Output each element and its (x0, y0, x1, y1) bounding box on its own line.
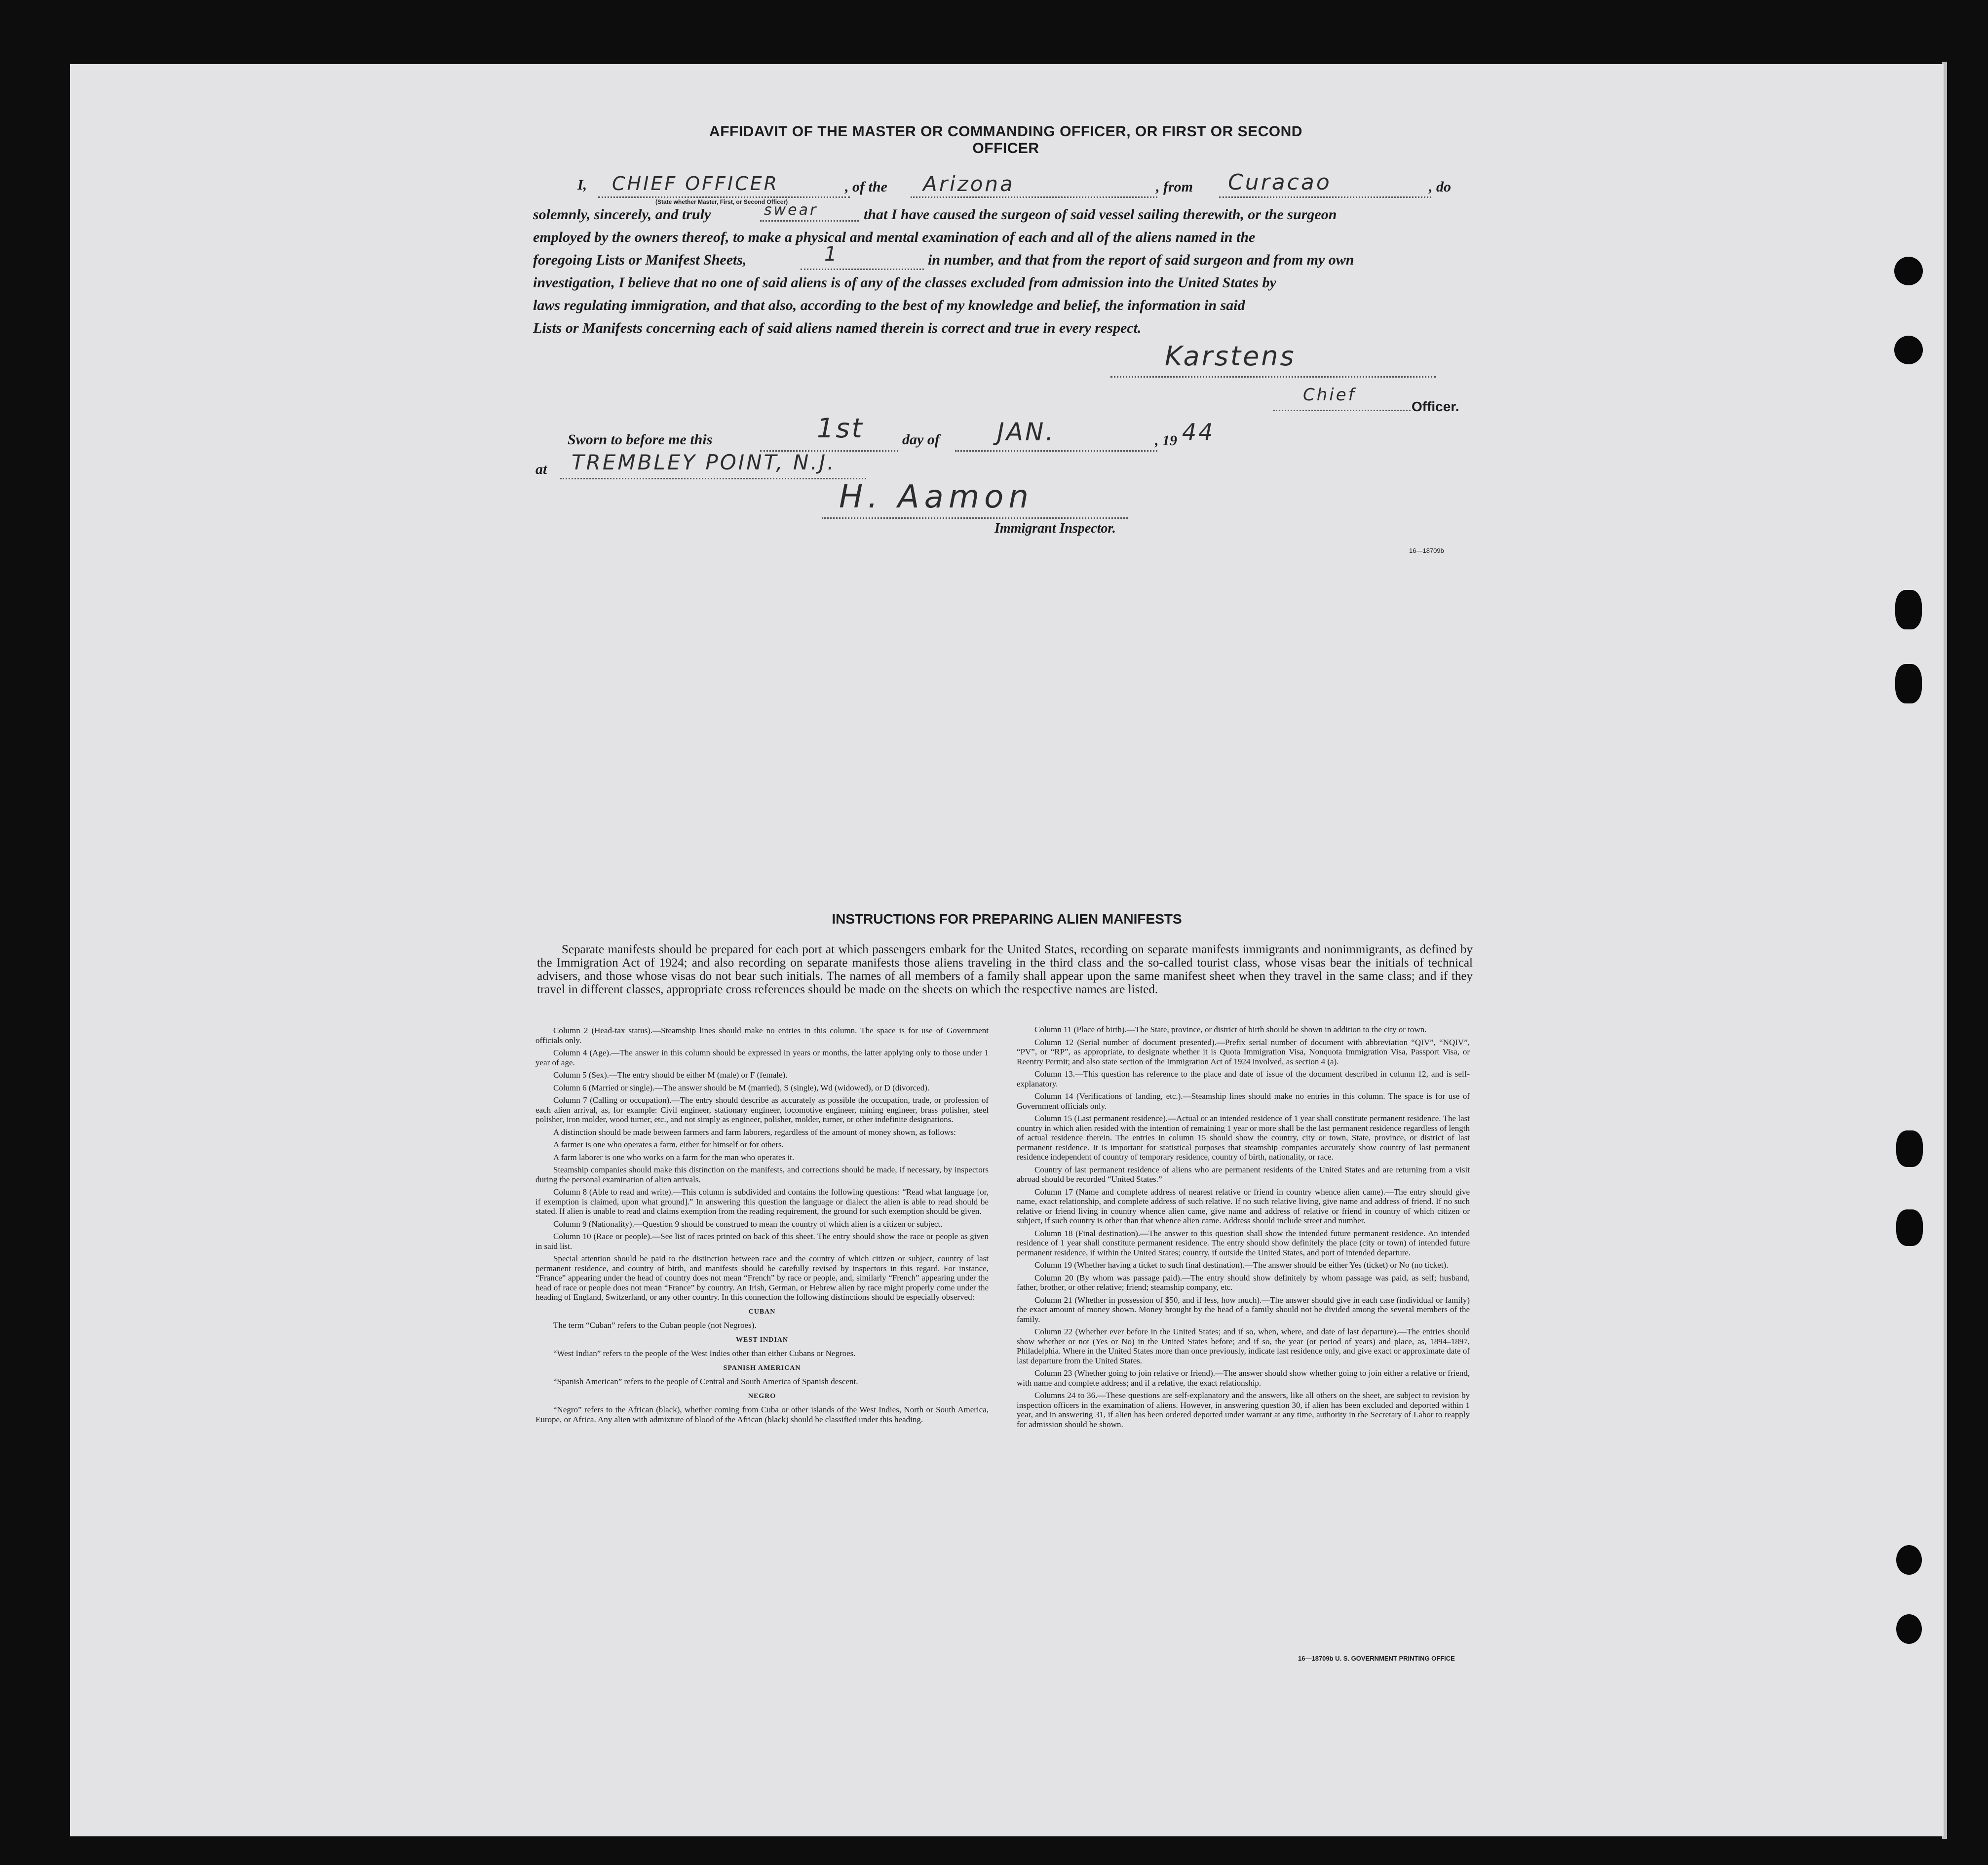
left-paragraph: Column 4 (Age).—The answer in this column should be expressed in years or months, the latter applying only to those under 1 year of age. (535, 1048, 989, 1067)
inspector-line (822, 517, 1128, 519)
line7: Lists or Manifests concerning each of said aliens named therein is correct and true in every respect. (533, 320, 1142, 336)
affidavit-title: AFFIDAVIT OF THE MASTER OR COMMANDING OFFICER, OR FIRST OR SECOND OFFICER (709, 123, 1302, 156)
right-paragraph: Column 17 (Name and complete address of nearest relative or friend in country whence alien came).—The entry should give name, exact relationship, and complete address of such relative. If no such relative living, give name and address of friend. If no such relative or friend living in country whence alien came, give name and address of relative or friend in country of which citizen or subject, if such country is other than that whence alien came. Address should include street and number. (1017, 1187, 1470, 1225)
left-paragraph: A farmer is one who operates a farm, either for himself or for others. (553, 1140, 784, 1149)
officer-signature: Karstens (1165, 341, 1296, 372)
i-label: I, (577, 177, 587, 193)
inspector-label: Immigrant Inspector. (994, 521, 1116, 536)
right-paragraph: Column 21 (Whether in possession of $50, and if less, how much).—The answer should give in each case (individual or family) the exact amount of money shown. Money brought by the head of a family should not be divided among the several members of the family. (1017, 1295, 1470, 1324)
officer-line (598, 196, 850, 198)
vessel-value: Arizona (923, 172, 1015, 196)
right-paragraph: Column 18 (Final destination).—The answer to this question shall show the intended future permanent residence. An intended residence of 1 year shall constitute permanent residence. The entry should show definitely the place (city or town) of intended future permanent residence, if within the United States; country, if outside the United States, and port of intended departure. (1017, 1228, 1470, 1257)
port-value: Curacao (1228, 170, 1332, 195)
negro-heading: NEGRO (748, 1392, 776, 1400)
sworn-label: Sworn to before me this (568, 431, 713, 448)
right-paragraph: Columns 24 to 36.—These questions are self-explanatory and the answers, like all others on the sheet, are subject to revision by inspection officers in the examination of aliens. However, in answering question 30, if alien has been excluded and deported within 1 year, and in answering 31, if alien has been ordered deported under warrant at any time, authority in the Secretary of Labor to reapply for admission should be shown. (1017, 1391, 1470, 1429)
signature-line (1110, 376, 1436, 378)
punch-hole (1896, 1545, 1922, 1575)
sheets-value: 1 (824, 243, 839, 266)
spanish-american-text: “Spanish American” refers to the people of Central and South America of Spanish descent. (553, 1377, 858, 1386)
rank-line (1273, 410, 1411, 411)
left-paragraph: Column 8 (Able to read and write).—This column is subdivided and contains the following questions: “Read what language [or, if exemption is claimed, upon what ground].” In answering this question the language or dialect the alien is able to read should be stated. If alien is unable to read and claims exemption from the reading requirement, the ground for such exemption should be given. (535, 1187, 989, 1216)
state-note: (State whether Master, First, or Second Officer) (655, 198, 788, 205)
swear-value: swear (764, 201, 818, 219)
right-paragraph: Column 22 (Whether ever before in the United States; and if so, when, where, and date of last departure).—The entries should show whether or not (Yes or No) in the United States before; and if so, the year (or period of years) and place, as, 1894–1897, Philadelphia. Where in the United States more than once previously, indicate last residence only, and give exact or approximate date of last departure from the United States. (1017, 1327, 1470, 1365)
punch-hole (1894, 336, 1923, 364)
line3: employed by the owners thereof, to make a physical and mental examination of each and all of the aliens named in the (533, 229, 1256, 245)
inspector-signature: H. Aamon (839, 479, 1033, 515)
officer-value: CHIEF OFFICER (612, 173, 779, 194)
do-label: , do (1429, 179, 1451, 195)
west-indian-text: “West Indian” refers to the people of the West Indies other than either Cubans or Negroes. (553, 1349, 856, 1358)
left-paragraph: Column 6 (Married or single).—The answer should be M (married), S (single), Wd (widowed), or D (divorced). (553, 1083, 930, 1092)
spanish-american-heading: SPANISH AMERICAN (723, 1364, 801, 1372)
instructions-left-column (535, 1026, 989, 1427)
right-paragraph: Column 11 (Place of birth).—The State, province, or district of birth should be shown in addition to the city or town. (1034, 1025, 1427, 1034)
left-paragraph: Column 2 (Head-tax status).—Steamship lines should make no entries in this column. The space is for use of Government officials only. (535, 1026, 989, 1045)
swear-line (760, 220, 859, 222)
rank-value: Chief (1303, 385, 1356, 405)
form-number: 16—18709b (1409, 547, 1444, 554)
left-paragraph: A farm laborer is one who works on a farm for the man who operates it. (553, 1152, 795, 1162)
place-line (560, 478, 866, 479)
left-paragraph: Column 10 (Race or people).—See list of races printed on back of this sheet. The entry should show the race or people as given in said list. (535, 1232, 989, 1251)
punch-hole (1895, 590, 1922, 629)
punch-hole (1896, 1614, 1922, 1644)
sheets-line (801, 269, 924, 270)
line6: laws regulating immigration, and that also, according to the best of my knowledge and belief, the information in said (533, 297, 1245, 313)
right-paragraph: Column 23 (Whether going to join relative or friend).—The answer should show whether going to join either a relative or friend, with name and complete address; and if a relative, the exact relationship. (1017, 1368, 1470, 1388)
vessel-line (911, 196, 1157, 198)
intro-text: Separate manifests should be prepared for each port at which passengers embark for the United States, recording on separate manifests immigrants and nonimmigrants, as defined by the Immigration Act of 1924; and also recording on separate manifests those aliens traveling in the third class and the so-called tourist class, whose visas bear the initials of technical advisers, and those whose visas do not bear such initials. The names of all members of a family shall appear upon the same manifest sheet when they travel in the same class; and if they travel in different classes, appropriate cross references should be made on the sheets on which the respective names are listed. (537, 943, 1473, 996)
left-paragraph: Steamship companies should make this distinction on the manifests, and corrections should be made, if necessary, by inspectors during the personal examination of alien arrivals. (535, 1165, 989, 1184)
year-prefix: , 19 (1155, 432, 1177, 449)
punch-hole (1895, 664, 1922, 703)
left-paragraph: Column 5 (Sex).—The entry should be either M (male) or F (female). (553, 1070, 788, 1080)
instructions-intro (537, 943, 1473, 996)
of-the-label: , of the (845, 179, 887, 195)
cuban-text: The term “Cuban” refers to the Cuban people (not Negroes). (553, 1321, 757, 1330)
right-paragraph: Country of last permanent residence of aliens who are permanent residents of the United States and are returning from a visit abroad should be recorded “United States.” (1017, 1165, 1470, 1184)
west-indian-heading: WEST INDIAN (735, 1336, 789, 1344)
year-value: 44 (1182, 419, 1215, 445)
officer-label: Officer. (1412, 399, 1459, 414)
right-paragraph: Column 12 (Serial number of document presented).—Prefix serial number of document with abbreviation “QIV”, “NQIV”, “PV”, or “RP”, as appropriate, to designate whether it is Quota Immigration Visa, Nonquota Immigration Visa, Passport Visa, or Reentry Permit; and also state section of the Immigration Act of 1924 involved, as section 4 (a). (1017, 1037, 1470, 1066)
left-paragraph: Special attention should be paid to the distinction between race and the country of which citizen or subject, country of last permanent residence, and country of birth, and manifests should be carefully revised by inspectors in this regard. For instance, “France” appearing under the head of country does not mean “French” by race or people, and, similarly “French” appearing under the head of race or people does not mean “France” by country. An Irish, German, or Hebrew alien by race might properly come under the heading of England, Switzerland, or any other country. In this connection the following distinctions should be especially observed: (535, 1254, 989, 1302)
left-paragraph: A distinction should be made between farmers and farm laborers, regardless of the amount of money shown, as follows: (553, 1127, 956, 1137)
right-paragraph: Column 19 (Whether having a ticket to such final destination).—The answer should be either Yes (ticket) or No (no ticket). (1034, 1260, 1449, 1270)
line5: investigation, I believe that no one of said aliens is of any of the classes excluded from admission into the United States by (533, 274, 1276, 291)
right-paragraph: Column 13.—This question has reference to the place and date of issue of the document described in column 12, and is self-explanatory. (1017, 1069, 1470, 1088)
punch-hole (1896, 1130, 1923, 1167)
port-line (1219, 196, 1431, 198)
instructions-title: INSTRUCTIONS FOR PREPARING ALIEN MANIFESTS (832, 911, 1182, 927)
negro-text: “Negro” refers to the African (black), whether coming from Cuba or other islands of the West Indies, North or South America, Europe, or Africa. Any alien with admixture of blood of the African (black) should be classified under this heading. (535, 1405, 989, 1424)
punch-hole (1896, 1209, 1923, 1246)
instructions-right-column (1017, 1025, 1470, 1432)
day-of-label: day of (902, 431, 940, 448)
punch-hole (1894, 257, 1923, 285)
left-paragraph: Column 9 (Nationality).—Question 9 should be construed to mean the country of which alien is a citizen or subject. (553, 1219, 943, 1229)
month-value: JAN. (997, 418, 1056, 446)
at-label: at (535, 461, 547, 477)
line2-b: that I have caused the surgeon of said vessel sailing therewith, or the surgeon (864, 206, 1337, 223)
month-line (955, 450, 1157, 452)
day-value: 1st (817, 413, 864, 444)
printing-office-footer: 16—18709b U. S. GOVERNMENT PRINTING OFFICE (1298, 1655, 1455, 1662)
from-label: , from (1156, 179, 1193, 195)
place-value: TREMBLEY POINT, N.J. (572, 450, 836, 474)
left-paragraph: Column 7 (Calling or occupation).—The entry should describe as accurately as possible the occupation, trade, or profession of each alien arrival, as, for example: Civil engineer, stationary engineer, locomotive engineer, mining engineer, brass polisher, steel polisher, iron molder, wood turner, etc., and not simply as engineer, polisher, molder, turner, or other indefinite designations. (535, 1095, 989, 1124)
right-paragraph: Column 20 (By whom was passage paid).—The entry should show definitely by whom passage was paid, as self; husband, father, brother, or other relative; friend; steamship company, etc. (1017, 1273, 1470, 1292)
line2-a: solemnly, sincerely, and truly (533, 206, 711, 223)
line4-a: foregoing Lists or Manifest Sheets, (533, 252, 747, 268)
cuban-heading: CUBAN (748, 1308, 776, 1316)
right-paragraph: Column 15 (Last permanent residence).—Actual or an intended residence of 1 year shall constitute permanent residence. The last country in which alien resided with the intention of remaining 1 year or more shall be the last permanent residence regardless of length of actual residence therein. The entries in column 15 should show the country, city or town, State, province, or district of last permanent residence. It is important for statistical purposes that steamship companies accurately show country of last permanent residence independent of country of temporary residence, country of birth, nationality, or race. (1017, 1114, 1470, 1162)
right-paragraph: Column 14 (Verifications of landing, etc.).—Steamship lines should make no entries in this column. The space is for use of Government officials only. (1017, 1091, 1470, 1111)
line4-b: in number, and that from the report of said surgeon and from my own (928, 252, 1354, 268)
